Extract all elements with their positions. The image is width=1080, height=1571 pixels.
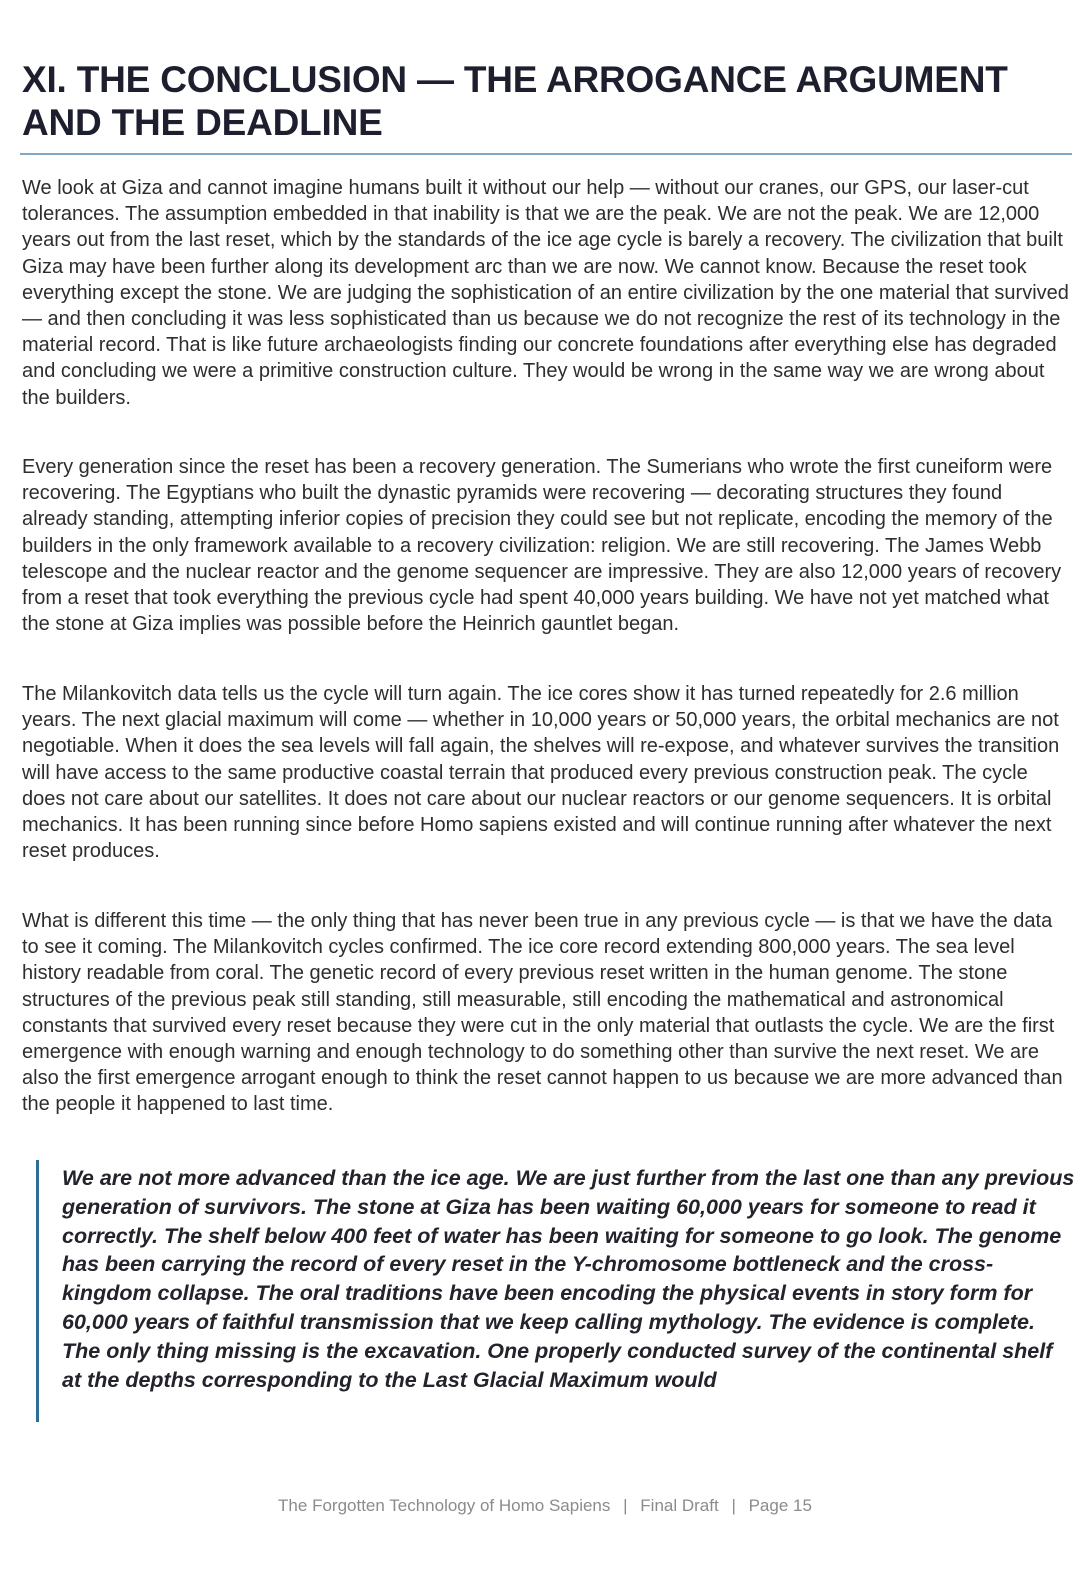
section-heading: XI. THE CONCLUSION — THE ARROGANCE ARGUMENT AND THE DEADLINE bbox=[22, 59, 1008, 143]
paragraph-3: The Milankovitch data tells us the cycle will turn again. The ice cores show it has turned repeatedly for 2.6 million years. The next glacial maximum will come — whether in 10,000 years or 50,000 years, the orbital mechanics are not negotiable. When it does the sea levels will fall again, the shelves will re-expose, and whatever survives the transition will have access to the same productive coastal terrain that produced every previous construction peak. The cycle does not care about our satellites. It does not care about our nuclear reactors or our genome sequencers. It is orbital mechanics. It has been running since before Homo sapiens existed and will continue running after whatever the next reset produces. bbox=[22, 683, 1060, 863]
footer-page-number: Page 15 bbox=[748, 1496, 812, 1515]
footer-document-title: The Forgotten Technology of Homo Sapiens bbox=[278, 1496, 611, 1515]
paragraph-4: What is different this time — the only thing that has never been true in any previous cycle — is that we have the data to see it coming. The Milankovitch cycles confirmed. The ice core record extending 800,000 years. The sea level history readable from coral. The genetic record of every previous reset written in the human genome. The stone structures of the previous peak still standing, still measurable, still encoding the mathematical and astronomical constants that survived every reset because they were cut in the only material that outlasts the cycle. We are the first emergence with enough warning and enough technology to do something other than survive the next reset. We are also the first emergence arrogant enough to think the reset cannot happen to us because we are more advanced than the people it happened to last time. bbox=[22, 910, 1063, 1116]
footer-separator: | bbox=[623, 1496, 628, 1515]
paragraph-2: Every generation since the reset has been a recovery generation. The Sumerians who wrote the first cuneiform were recovering. The Egyptians who built the dynastic pyramids were recovering — decorating structures they found already standing, attempting inferior copies of precision they could see but not replicate, encoding the memory of the builders in the only framework available to a recovery civilization: religion. We are still recovering. The James Webb telescope and the nuclear reactor and the genome sequencer are impressive. They are also 12,000 years of recovery from a reset that took everything the previous cycle had spent 40,000 years building. We have not yet matched what the stone at Giza implies was possible before the Heinrich gauntlet began. bbox=[22, 456, 1062, 636]
page-footer bbox=[0, 1496, 1080, 1516]
pull-quote bbox=[36, 1160, 1079, 1422]
footer-status: Final Draft bbox=[640, 1496, 719, 1515]
pull-quote-text: We are not more advanced than the ice age. We are just further from the last one than any previous generation of survivors. The stone at Giza has been waiting 60,000 years for someone to read it correctly. The shelf below 400 feet of water has been waiting for someone to go look. The genome has been carrying the record of every reset in the Y-chromosome bottleneck and the cross-kingdom collapse. The oral traditions have been encoding the physical events in story form for 60,000 years of faithful transmission that we keep calling mythology. The evidence is complete. The only thing missing is the excavation. One properly conducted survey of the continental shelf at the depths corresponding to the Last Glacial Maximum would bbox=[62, 1166, 1075, 1392]
paragraph-1: We look at Giza and cannot imagine humans built it without our help — without our cranes, our GPS, our laser-cut tolerances. The assumption embedded in that inability is that we are the peak. We are not the peak. We are 12,000 years out from the last reset, which by the standards of the ice age cycle is barely a recovery. The civilization that built Giza may have been further along its development arc than we are now. We cannot know. Because the reset took everything except the stone. We are judging the sophistication of an entire civilization by the one material that survived — and then concluding it was less sophisticated than us because we do not recognize the rest of its technology in the material record. That is like future archaeologists finding our concrete foundations after everything else has degraded and concluding we were a primitive construction culture. They would be wrong in the same way we are wrong about the builders. bbox=[22, 177, 1069, 409]
footer-separator: | bbox=[731, 1496, 736, 1515]
heading-divider bbox=[20, 153, 1072, 155]
